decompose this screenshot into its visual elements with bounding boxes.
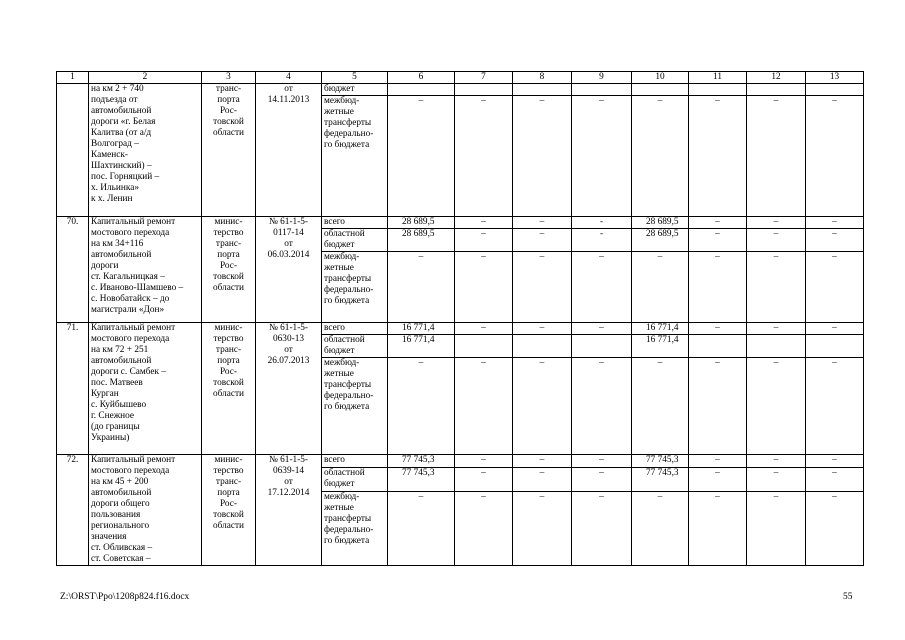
value-cell: – <box>513 252 572 323</box>
value-cell: – <box>632 491 689 565</box>
value-cell: – <box>806 455 864 468</box>
value-cell: – <box>455 358 513 455</box>
funding-source-cell: межбюд- жетные трансферты федерально- го бюджета <box>322 252 388 323</box>
column-number-cell: 7 <box>455 72 513 84</box>
value-cell: – <box>806 229 864 252</box>
value-cell: – <box>632 358 689 455</box>
document-cell: № 61-1-5- 0117-14 от 06.03.2014 <box>256 217 322 323</box>
value-cell: – <box>689 467 747 491</box>
table-row <box>57 84 864 96</box>
value-cell: 28 689,5 <box>388 217 455 229</box>
value-cell: 77 745,3 <box>632 455 689 468</box>
value-cell: - <box>572 217 632 229</box>
value-cell: 77 745,3 <box>388 467 455 491</box>
document-cell: № 61-1-5- 0639-14 от 17.12.2014 <box>256 455 322 566</box>
value-cell: – <box>806 252 864 323</box>
value-cell: – <box>689 323 747 335</box>
value-cell: – <box>747 455 806 468</box>
value-cell: – <box>806 467 864 491</box>
funding-source-cell: межбюд- жетные трансферты федерально- го бюджета <box>322 96 388 217</box>
column-number-cell: 9 <box>572 72 632 84</box>
value-cell <box>513 335 572 358</box>
value-cell <box>632 84 689 96</box>
funding-source-cell: всего <box>322 323 388 335</box>
value-cell: – <box>806 323 864 335</box>
funding-source-cell: областной бюджет <box>322 335 388 358</box>
object-cell: Капитальный ремонт мостового перехода на км 34+116 автомобильной дороги ст. Кагальницкая – с. Иваново-Шамшево – с. Новобатайск – до магистрали «Дон» <box>89 217 202 323</box>
entry-number-cell: 71. <box>57 323 89 455</box>
column-number-cell: 6 <box>388 72 455 84</box>
column-number-cell: 11 <box>689 72 747 84</box>
object-cell: на км 2 + 740 подъезда от автомобильной дороги «г. Белая Калитва (от а/д Волгоград – Каменск- Шахтинский) – пос. Горняцкий – х. Ильинка» к х. Ленин <box>89 84 202 217</box>
value-cell <box>513 84 572 96</box>
object-cell: Капитальный ремонт мостового перехода на км 72 + 251 автомобильной дороги с. Самбек – пос. Матвеев Курган с. Куйбышево г. Снежное (до границы Украины) <box>89 323 202 455</box>
value-cell: – <box>689 358 747 455</box>
value-cell <box>572 335 632 358</box>
value-cell <box>747 84 806 96</box>
value-cell: – <box>689 217 747 229</box>
value-cell <box>455 335 513 358</box>
value-cell: – <box>689 96 747 217</box>
value-cell: 16 771,4 <box>388 335 455 358</box>
column-number-cell: 8 <box>513 72 572 84</box>
table-row <box>57 217 864 229</box>
table-row <box>57 455 864 468</box>
ministry-cell: транс- порта Рос- товской области <box>202 84 256 217</box>
value-cell: – <box>388 252 455 323</box>
value-cell: 16 771,4 <box>388 323 455 335</box>
value-cell: 28 689,5 <box>632 229 689 252</box>
value-cell: – <box>455 217 513 229</box>
value-cell: – <box>747 217 806 229</box>
column-number-cell: 10 <box>632 72 689 84</box>
entry-number-cell: 72. <box>57 455 89 566</box>
value-cell: – <box>513 229 572 252</box>
value-cell: – <box>689 491 747 565</box>
value-cell <box>689 335 747 358</box>
value-cell: – <box>455 252 513 323</box>
value-cell: – <box>572 358 632 455</box>
value-cell <box>572 84 632 96</box>
value-cell: – <box>806 217 864 229</box>
value-cell: – <box>388 491 455 565</box>
value-cell: - <box>572 229 632 252</box>
value-cell <box>747 335 806 358</box>
value-cell: – <box>806 96 864 217</box>
column-number-cell: 2 <box>89 72 202 84</box>
document-cell: № 61-1-5- 0630-13 от 26.07.2013 <box>256 323 322 455</box>
value-cell: 28 689,5 <box>632 217 689 229</box>
funding-source-cell: бюджет <box>322 84 388 96</box>
column-number-cell: 5 <box>322 72 388 84</box>
value-cell: – <box>689 455 747 468</box>
value-cell: – <box>455 467 513 491</box>
value-cell: – <box>572 467 632 491</box>
document-cell: от 14.11.2013 <box>256 84 322 217</box>
value-cell: – <box>572 491 632 565</box>
value-cell: – <box>572 455 632 468</box>
value-cell: – <box>513 358 572 455</box>
value-cell: 16 771,4 <box>632 335 689 358</box>
value-cell: – <box>513 96 572 217</box>
value-cell: – <box>806 491 864 565</box>
funding-source-cell: всего <box>322 217 388 229</box>
file-path-footer: Z:\ORST\Ppo\1208p824.f16.docx <box>60 592 190 602</box>
value-cell: – <box>513 467 572 491</box>
table-row <box>57 323 864 335</box>
ministry-cell: минис- терство транс- порта Рос- товской области <box>202 455 256 566</box>
value-cell: – <box>455 455 513 468</box>
page-number: 55 <box>843 592 853 602</box>
value-cell: – <box>747 229 806 252</box>
value-cell: – <box>513 455 572 468</box>
value-cell: – <box>388 96 455 217</box>
budget-table <box>56 71 864 566</box>
column-number-cell: 3 <box>202 72 256 84</box>
entry-number-cell: 70. <box>57 217 89 323</box>
column-number-cell: 1 <box>57 72 89 84</box>
value-cell: – <box>747 467 806 491</box>
funding-source-cell: областной бюджет <box>322 229 388 252</box>
value-cell: – <box>455 229 513 252</box>
value-cell: – <box>632 96 689 217</box>
value-cell <box>689 84 747 96</box>
value-cell: – <box>513 323 572 335</box>
value-cell: 77 745,3 <box>388 455 455 468</box>
value-cell: – <box>513 217 572 229</box>
value-cell: – <box>572 252 632 323</box>
value-cell: – <box>747 323 806 335</box>
value-cell: 28 689,5 <box>388 229 455 252</box>
funding-source-cell: межбюд- жетные трансферты федерально- го бюджета <box>322 358 388 455</box>
value-cell: – <box>572 96 632 217</box>
value-cell: – <box>806 358 864 455</box>
ministry-cell: минис- терство транс- порта Рос- товской области <box>202 323 256 455</box>
column-number-row <box>57 72 864 84</box>
value-cell <box>806 335 864 358</box>
value-cell: 77 745,3 <box>632 467 689 491</box>
value-cell: – <box>747 96 806 217</box>
value-cell: – <box>689 252 747 323</box>
ministry-cell: минис- терство транс- порта Рос- товской области <box>202 217 256 323</box>
value-cell: – <box>455 96 513 217</box>
funding-source-cell: межбюд- жетные трансферты федерально- го бюджета <box>322 491 388 565</box>
funding-source-cell: областной бюджет <box>322 467 388 491</box>
column-number-cell: 12 <box>747 72 806 84</box>
column-number-cell: 13 <box>806 72 864 84</box>
value-cell <box>455 84 513 96</box>
column-number-cell: 4 <box>256 72 322 84</box>
funding-source-cell: всего <box>322 455 388 468</box>
object-cell: Капитальный ремонт мостового перехода на км 45 + 200 автомобильной дороги общего пользования регионального значения ст. Обливская – ст. Советская – <box>89 455 202 566</box>
value-cell: – <box>747 491 806 565</box>
entry-number-cell <box>57 84 89 217</box>
value-cell: – <box>632 252 689 323</box>
value-cell: – <box>572 323 632 335</box>
value-cell: – <box>455 491 513 565</box>
value-cell: – <box>513 491 572 565</box>
value-cell: – <box>388 358 455 455</box>
value-cell: 16 771,4 <box>632 323 689 335</box>
value-cell: – <box>747 358 806 455</box>
value-cell <box>806 84 864 96</box>
value-cell: – <box>747 252 806 323</box>
value-cell <box>388 84 455 96</box>
value-cell: – <box>455 323 513 335</box>
value-cell: – <box>689 229 747 252</box>
